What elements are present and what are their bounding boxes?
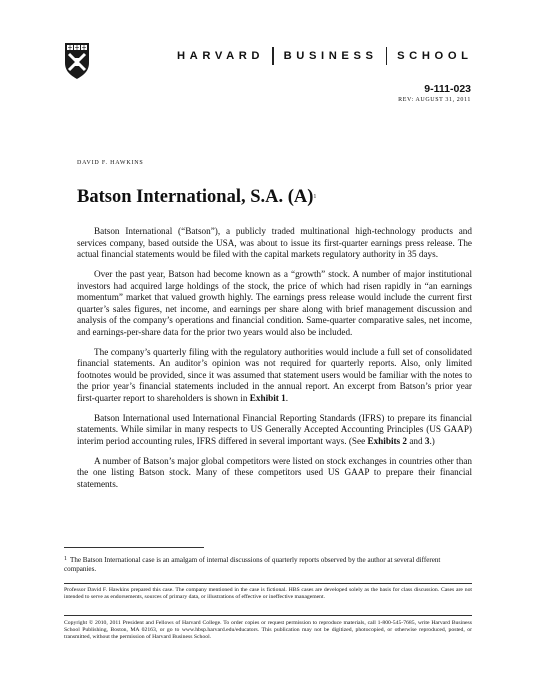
body-paragraph: [77, 226, 472, 261]
disclaimer-top-rule: [64, 583, 472, 584]
exhibit-reference: Exhibit 1: [249, 392, 286, 403]
exhibit-reference: Exhibits 2: [367, 435, 408, 446]
revision-date: REV: AUGUST 31, 2011: [398, 97, 471, 103]
copyright-notice: Copyright © 2010, 2011 President and Fellows of Harvard College. To order copies or request permission to reproduce materials, call 1-800-545-7685, write Harvard Business School Publishing, Boston, MA 02163, or go to www.hbsp.harvard.edu/educators. This publication may not be digitized, photocopied, or otherwise reproduced, posted, or transmitted, without the permission of Harvard Business School.: [64, 620, 472, 641]
body-paragraph: [77, 456, 472, 491]
hbs-shield-icon: [64, 42, 90, 80]
case-number: 9-111-023: [424, 83, 471, 95]
wordmark-business: BUSINESS: [283, 50, 378, 62]
paragraph-text: The company’s quarterly filing with the regulatory authorities would include a full set of consolidated financial statements. An auditor’s opinion was not required for quarterly reports. Also, only limited footnotes would be provided, since it was assumed that statement users would be familiar with the notes to the prior year’s financial statements included in the annual report. An excerpt from Batson’s prior year first-quarter report to shareholders is shown in: [77, 346, 472, 403]
paragraph-text: Over the past year, Batson had become known as a “growth” stock. A number of major institutional investors had acquired large holdings of the stock, the price of which had risen rapidly in “an earnings momentum” market that valued growth highly. The earnings press release would include the current first quarter’s sales figures, net income, and earnings per share along with brief management discussion and analysis of the company’s operations and financial condition. Same-quarter comparative sales, net income, and earnings-per-share data for the prior two years would also be included.: [77, 269, 472, 337]
wordmark-harvard: HARVARD: [177, 50, 265, 62]
case-title-text: Batson International, S.A. (A): [77, 187, 314, 207]
body-paragraph: [77, 269, 472, 338]
paragraph-text: and: [407, 435, 425, 446]
paragraph-text: Batson International used International Financial Reporting Standards (IFRS) to prepare its financial statements. While similar in many respects to US Generally Accepted Accounting Principles (US GAAP) interim period accounting rules, IFRS differed in several important ways. (See: [77, 412, 472, 446]
paragraph-text: .): [429, 435, 435, 446]
case-title: [77, 187, 316, 208]
title-footnote-mark: 1: [313, 194, 317, 200]
disclaimer-bottom-rule: [64, 615, 472, 616]
paragraph-text: Batson International (“Batson”), a publicly traded multinational high-technology products and services company, based outside the USA, was about to issue its first-quarter earnings press release. The actual financial statements would be filed with the capital markets regulatory authority in 35 days.: [77, 226, 472, 259]
case-body: [77, 226, 472, 499]
footnote-mark: 1: [64, 556, 67, 562]
case-disclaimer: Professor David F. Hawkins prepared this case. The company mentioned in the case is fictional. HBS cases are developed solely as the basis for class discussion. Cases are not intended to serve as endorsements, sources of primary data, or illustrations of effective or ineffective management.: [64, 587, 472, 601]
footnote: [64, 555, 472, 575]
footnote-divider: [64, 547, 204, 548]
body-paragraph: [77, 413, 472, 448]
author-name: DAVID F. HAWKINS: [77, 160, 144, 166]
paragraph-text: .: [285, 392, 289, 403]
wordmark-divider: [386, 47, 388, 65]
paragraph-text: A number of Batson’s major global competitors were listed on stock exchanges in countries other than the one listing Batson stock. Many of these competitors used US GAAP to prepare their financial statements.: [77, 455, 472, 489]
school-wordmark: [177, 45, 473, 67]
body-paragraph: [77, 347, 472, 405]
footnote-text: The Batson International case is an amalgam of internal discussions of quarterly reports observed by the author at several different companies.: [64, 556, 441, 574]
wordmark-divider: [272, 47, 274, 65]
exhibit-reference: 3: [424, 435, 430, 446]
wordmark-school: SCHOOL: [397, 50, 473, 62]
